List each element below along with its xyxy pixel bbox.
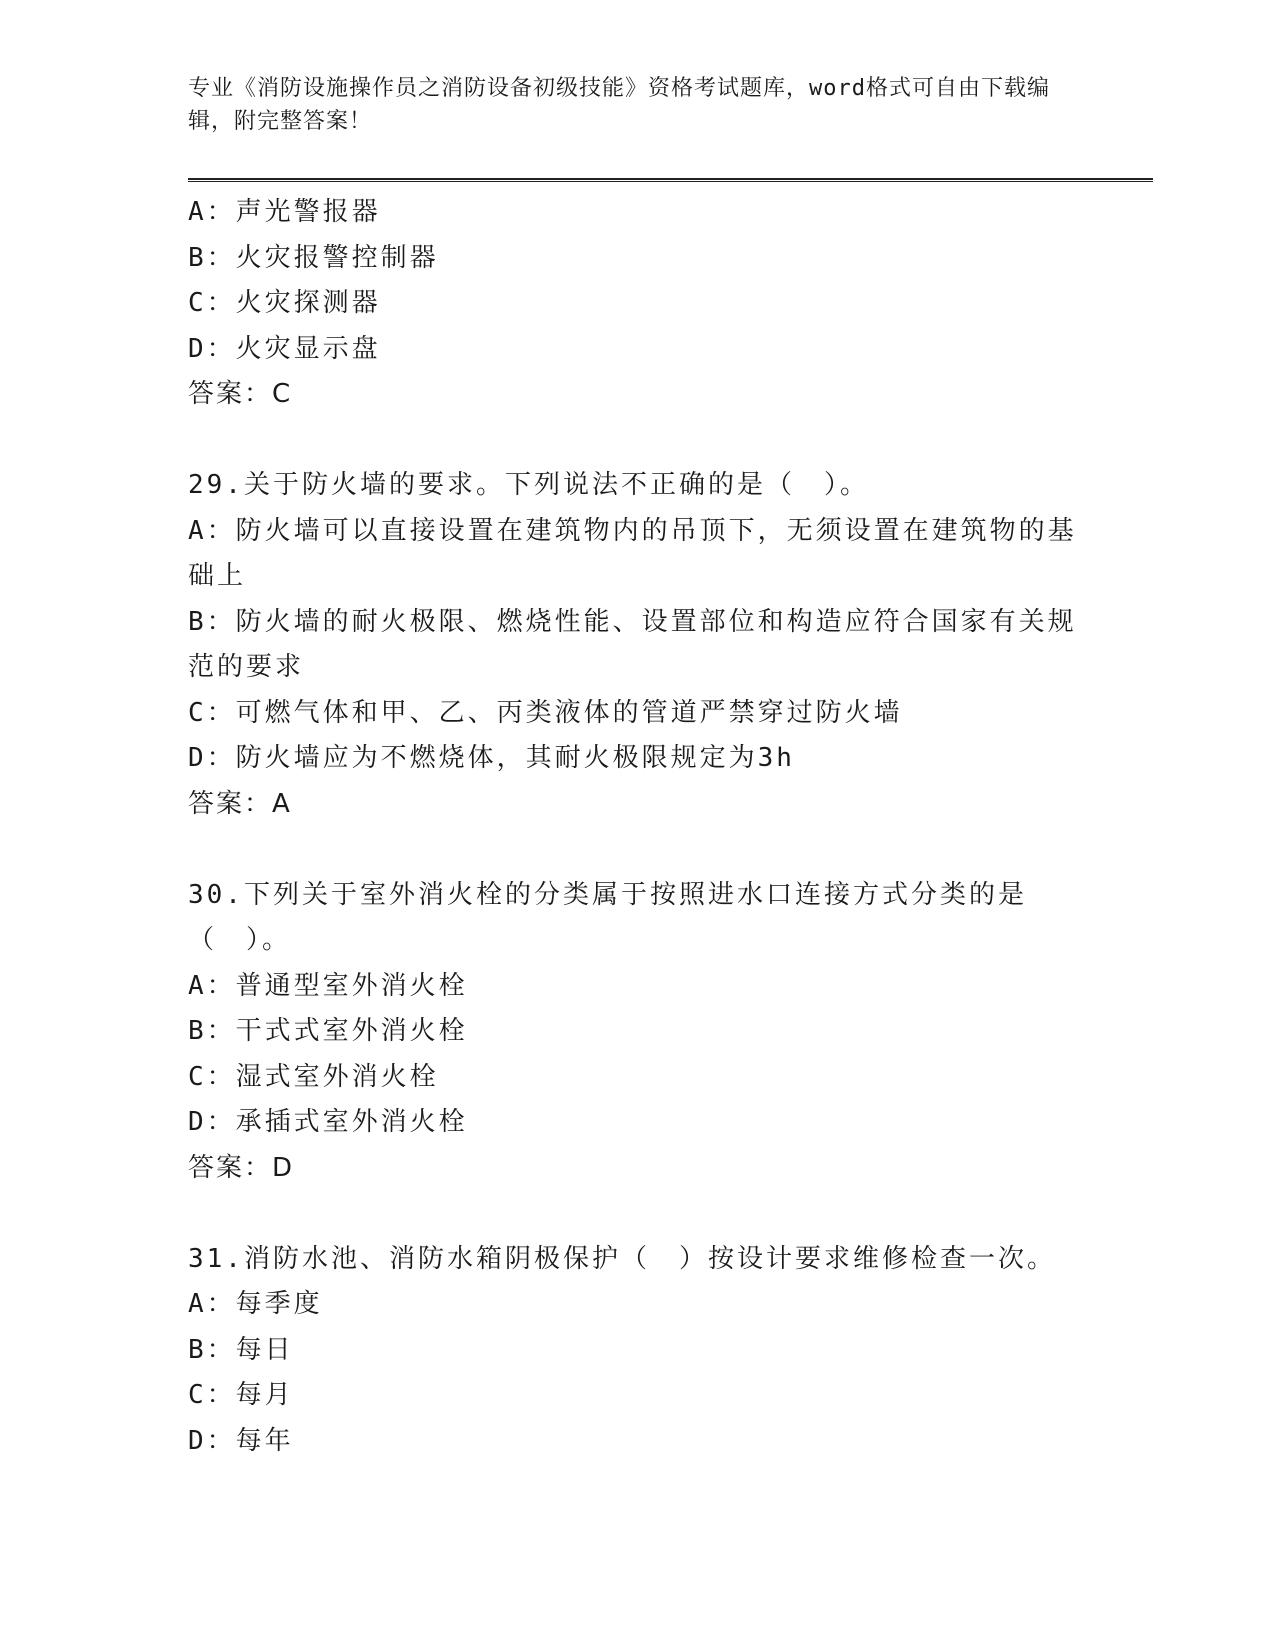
option-d: D：防火墙应为不燃烧体，其耐火极限规定为3h bbox=[188, 743, 795, 773]
header-divider bbox=[188, 178, 1153, 182]
option-b: B：火灾报警控制器 bbox=[188, 242, 439, 273]
spacer bbox=[188, 418, 1088, 464]
answer-line: 答案：A bbox=[188, 788, 292, 819]
question-29 bbox=[188, 463, 1088, 827]
question-31 bbox=[188, 1237, 1088, 1465]
option-c: C：湿式室外消火栓 bbox=[188, 1061, 439, 1092]
spacer bbox=[188, 1191, 1088, 1237]
option-c: C：火灾探测器 bbox=[188, 288, 381, 318]
answer-line: 答案：C bbox=[188, 379, 293, 409]
question-stem: 31.消防水池、消防水箱阴极保护（ ）按设计要求维修检查一次。 bbox=[188, 1243, 1056, 1274]
question-list bbox=[188, 190, 1088, 1464]
option-b: B：防火墙的耐火极限、燃烧性能、设置部位和构造应符合国家有关规范的要求 bbox=[188, 606, 1077, 682]
option-d: D：火灾显示盘 bbox=[188, 333, 381, 364]
option-a: A：声光警报器 bbox=[188, 197, 381, 227]
option-a: A：防火墙可以直接设置在建筑物内的吊顶下，无须设置在建筑物的基础上 bbox=[188, 515, 1077, 591]
option-b: B：每日 bbox=[188, 1334, 294, 1365]
option-c: C：可燃气体和甲、乙、丙类液体的管道严禁穿过防火墙 bbox=[188, 697, 903, 728]
question-30 bbox=[188, 873, 1088, 1192]
option-d: D：每年 bbox=[188, 1425, 294, 1456]
question-stem: 29.关于防火墙的要求。下列说法不正确的是（ ）。 bbox=[188, 470, 869, 500]
option-d: D：承插式室外消火栓 bbox=[188, 1107, 468, 1137]
question-stem: 30.下列关于室外消火栓的分类属于按照进水口连接方式分类的是（ ）。 bbox=[188, 879, 1027, 955]
document-header: 专业《消防设施操作员之消防设备初级技能》资格考试题库，word格式可自由下载编辑，附完整答案！ bbox=[188, 76, 1050, 134]
option-a: A：普通型室外消火栓 bbox=[188, 970, 468, 1001]
question-28-continued bbox=[188, 190, 1088, 418]
option-c: C：每月 bbox=[188, 1380, 294, 1410]
option-b: B：干式式室外消火栓 bbox=[188, 1016, 468, 1046]
spacer bbox=[188, 827, 1088, 873]
answer-line: 答案：D bbox=[188, 1152, 295, 1183]
option-a: A：每季度 bbox=[188, 1289, 323, 1319]
